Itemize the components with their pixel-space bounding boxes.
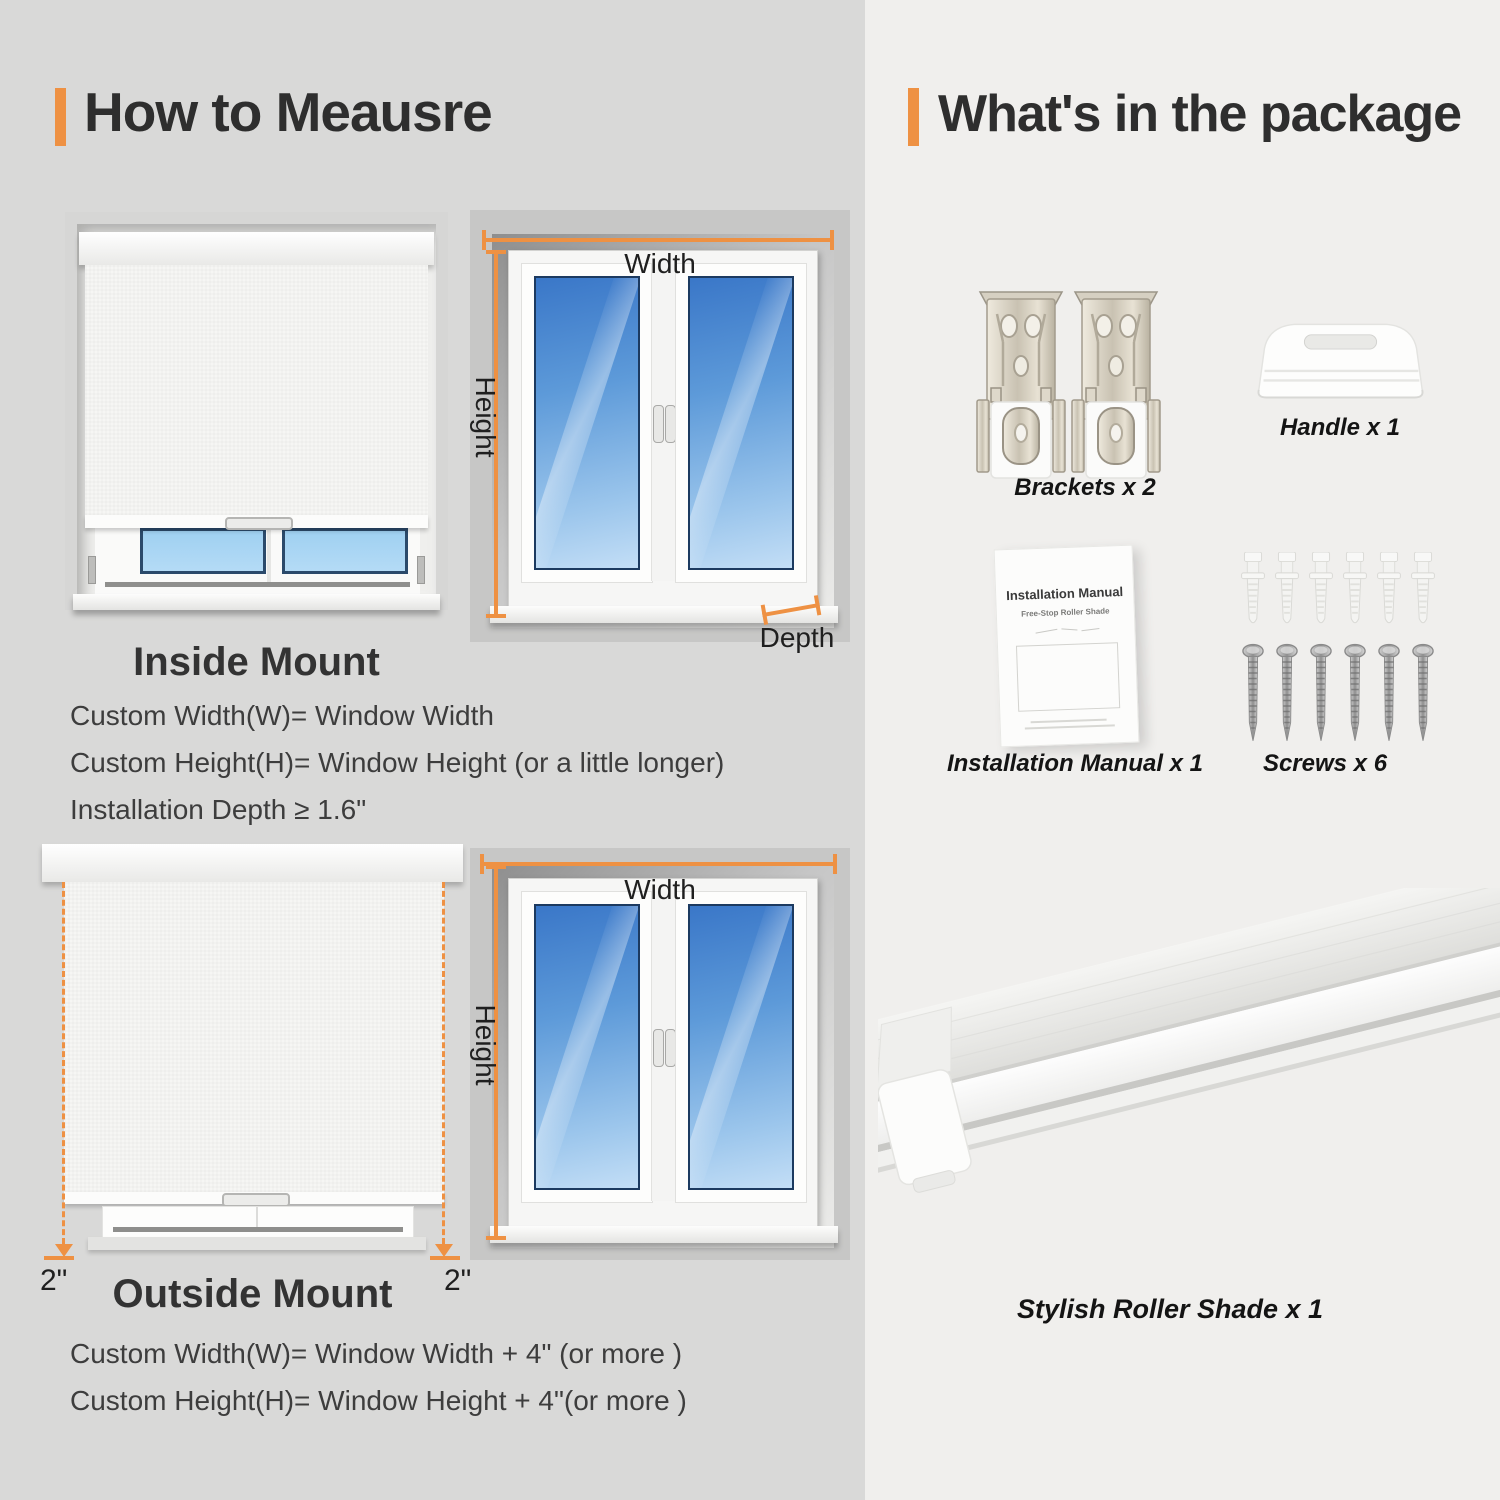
shade-bottom-bar	[64, 1192, 444, 1204]
inside-mount-figure	[65, 212, 448, 610]
overhang-cap-left	[44, 1256, 74, 1260]
window-handle-left	[653, 405, 664, 443]
shade-fabric	[64, 882, 444, 1200]
width-arrow	[482, 238, 834, 242]
overhang-dash-left	[62, 882, 65, 1244]
shade-cassette	[79, 232, 434, 265]
outside-mount-heading: Outside Mount	[112, 1272, 393, 1316]
handle-image	[1243, 312, 1438, 407]
window-sill	[490, 1226, 838, 1243]
shade-pull-handle	[222, 1193, 290, 1207]
window-mullion	[651, 263, 677, 581]
width-label: Width	[624, 874, 696, 905]
width-arrow	[480, 862, 837, 866]
height-label: Height	[470, 376, 501, 458]
width-label: Width	[624, 248, 696, 279]
wall-anchors-image	[1240, 552, 1440, 628]
screws-label: Screws x 6	[1262, 750, 1388, 777]
window-frame	[508, 878, 818, 1228]
glass-left	[534, 276, 640, 570]
window-pane-left	[140, 528, 266, 574]
note-line: Custom Height(H)= Window Height + 4"(or more )	[70, 1385, 687, 1416]
overhang-cap-right	[430, 1256, 460, 1260]
manual-signature	[1061, 628, 1077, 630]
manual-signature	[1081, 628, 1099, 631]
inside-mount-notes	[70, 692, 724, 833]
casement-left	[521, 891, 653, 1203]
shade-cassette	[42, 844, 463, 882]
bracket-image-2	[1070, 290, 1162, 485]
height-label: Height	[470, 1004, 501, 1086]
manual-footer-line	[1031, 719, 1107, 724]
frame-shadow-line	[113, 1227, 403, 1232]
overhang-label-right: 2"	[444, 1264, 472, 1297]
casement-right	[675, 891, 807, 1203]
accent-bar	[908, 88, 919, 146]
roller-shade-label: Stylish Roller Shade x 1	[1016, 1294, 1324, 1324]
glass-right	[688, 276, 794, 570]
manual-page-subtitle: Free-Stop Roller Shade	[1020, 606, 1110, 619]
window-hinge-right	[417, 556, 425, 584]
window-sill	[73, 594, 440, 610]
window-behind-shade	[95, 522, 420, 600]
note-line: Custom Width(W)= Window Width + 4" (or more )	[70, 1338, 683, 1369]
note-line: Custom Width(W)= Window Width	[70, 700, 494, 731]
casement-right	[675, 263, 807, 583]
shade-pull-handle	[225, 517, 293, 530]
package-title: What's in the package	[938, 85, 1462, 143]
package-contents-section	[865, 0, 1500, 1500]
outside-mount-figure	[40, 840, 472, 1302]
frame-shadow-line	[105, 582, 410, 587]
accent-bar	[55, 88, 66, 146]
window-frame	[508, 250, 818, 608]
manual-label: Installation Manual x 1	[946, 750, 1204, 777]
window-mullion	[256, 1207, 258, 1227]
note-line: Custom Height(H)= Window Height (or a little longer)	[70, 747, 725, 778]
inside-mount-heading: Inside Mount	[133, 640, 380, 684]
manual-footer-line	[1025, 724, 1115, 729]
window-hinge-left	[88, 556, 96, 584]
shade-fabric	[85, 265, 428, 515]
brackets-label: Brackets x 2	[1014, 474, 1156, 501]
screws-image	[1242, 640, 1440, 750]
bracket-image-1	[975, 290, 1067, 485]
overhang-label-left: 2"	[40, 1264, 68, 1297]
note-line: Installation Depth ≥ 1.6"	[70, 794, 367, 825]
window-mullion	[267, 522, 271, 584]
inside-measure-window-figure	[470, 210, 850, 653]
manual-diagram	[1016, 642, 1120, 712]
manual-page-title: Installation Manual	[1005, 583, 1124, 604]
handle-label: Handle x 1	[1279, 414, 1401, 441]
casement-left	[521, 263, 653, 583]
manual-signature	[1036, 629, 1058, 634]
manual-image	[994, 545, 1140, 748]
outside-mount-notes	[70, 1330, 687, 1424]
roller-shade-image	[878, 888, 1500, 1288]
window-ledge	[88, 1237, 426, 1250]
depth-label: Depth	[759, 622, 835, 653]
how-to-measure-title: How to Meausre	[84, 81, 492, 143]
glass-left	[534, 904, 640, 1190]
shade-bottom-bar	[85, 515, 428, 528]
outside-measure-window-figure	[470, 848, 850, 1260]
window-pane-right	[282, 528, 408, 574]
glass-right	[688, 904, 794, 1190]
window-handle-left	[653, 1029, 664, 1067]
overhang-dash-right	[442, 882, 445, 1244]
window-mullion	[651, 891, 677, 1201]
window-bottom-frame	[102, 1206, 414, 1238]
